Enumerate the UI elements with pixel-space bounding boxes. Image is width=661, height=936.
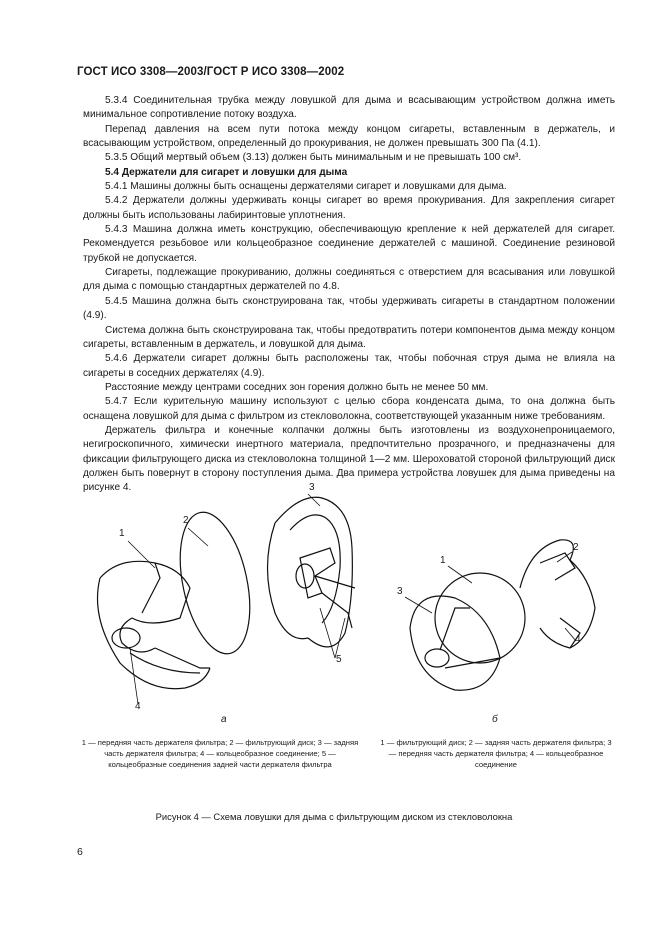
figure-a-legend: 1 — передняя часть держателя фильтра; 2 — фильтрующий диск; 3 — задняя часть держателя фильтра; 4 — кольцеобразное соединение; 5 — кольцеобразные соединения задней части держателя фильтра [81,738,359,770]
paragraph: 5.3.4 Соединительная трубка между ловушкой для дыма и всасывающим устройством должна иметь минимальное сопротивление потоку воздуха. [83,95,615,121]
trap-drawing-b [410,540,595,690]
label-b-1: 1 [440,555,446,566]
label-b-2: 2 [573,542,579,553]
label-a-5: 5 [336,654,342,665]
paragraph: 5.4.2 Держатели должны удерживать концы сигарет во время прокуривания. Для закрепления сигарет должны быть использованы лабиринтовые уплотнения. [83,195,615,221]
body-text [83,94,615,496]
label-a-4: 4 [135,701,141,712]
label-a-1: 1 [119,528,125,539]
label-a-3: 3 [309,482,315,493]
label-b-3: 3 [397,586,403,597]
paragraph: 5.4.6 Держатели сигарет должны быть расположены так, чтобы побочная струя дыма не влияла на сигареты в соседних держателях (4.9). [83,353,615,379]
paragraph: 5.4.5 Машина должна быть сконструирована так, чтобы удерживать сигареты в стандартном положении (4.9). [83,295,615,322]
figure-b-letter: б [492,714,498,725]
filter-disc-drawing-b [435,573,525,663]
figure-4 [60,468,620,713]
section-heading: 5.4 Держатели для сигарет и ловушки для дыма [105,166,348,178]
figure-a-letter: а [221,714,227,725]
paragraph: 5.4.3 Машина должна иметь конструкцию, обеспечивающую крепление к ней держателей для сигарет. Рекомендуется резьбовое или кольцеобразное соединение держателей с машиной. Соединение резиновой трубкой не допускается. [83,224,615,264]
paragraph: 5.4.7 Если курительную машину используют с целью сбора конденсата дыма, то она должна быть оснащена ловушкой для дыма с фильтром из стекловолокна, соответствующей указанным ниже требованиям. [83,396,615,422]
rear-holder-drawing-a [268,497,356,647]
label-a-2: 2 [183,515,189,526]
paragraph: Система должна быть сконструирована так, чтобы предотвратить потери компонентов дыма между концом сигареты, вставленным в держатель, и ловушкой для дыма. [83,324,615,350]
figure-b-legend: 1 — фильтрующий диск; 2 — задняя часть держателя фильтра; 3 — передняя часть держателя фильтра; 4 — кольцеобразное соединение [380,738,612,770]
figure-caption: Рисунок 4 — Схема ловушки для дыма с фильтрующим диском из стекловолокна [155,811,513,822]
document-header: ГОСТ ИСО 3308—2003/ГОСТ Р ИСО 3308—2002 [77,66,345,78]
page-number: 6 [77,846,83,858]
paragraph: Держатель фильтра и конечные колпачки должны быть изготовлены из воздухонепроницаемого, негигроскопичного, химически инертного материала, предпочтительно прозрачного, и предназначены для фиксации фильтрующего диска из стекловолокна толщиной 1—2 мм. Шероховатой стороной фильтрующий диск должен быть повернут в сторону поступления дыма. Два примера устройства ловушек для дыма приведены на рисунке 4. [83,424,615,494]
paragraph: 5.3.5 Общий мертвый объем (3.13) должен быть минимальным и не превышать 100 см³. [105,152,522,164]
paragraph: 5.4.1 Машины должны быть оснащены держателями сигарет и ловушками для дыма. [105,181,507,193]
figure-drawing [60,468,620,713]
front-holder-drawing-a [98,561,211,688]
paragraph: Сигареты, подлежащие прокуриванию, должны соединяться с отверстием для всасывания или ловушкой для дыма с помощью стандартных держателей по 4.8. [83,267,615,293]
paragraph: Расстояние между центрами соседних зон горения должно быть не менее 50 мм. [105,381,489,393]
front-holder-drawing-b [410,596,500,690]
filter-disc-drawing-a [169,506,262,660]
paragraph: Перепад давления на всем пути потока между концом сигареты, вставленным в держатель, и всасывающим устройством, определенный до прокуривания, не должен превышать 300 Па (4.1). [83,123,615,150]
label-b-4: 4 [575,634,581,645]
